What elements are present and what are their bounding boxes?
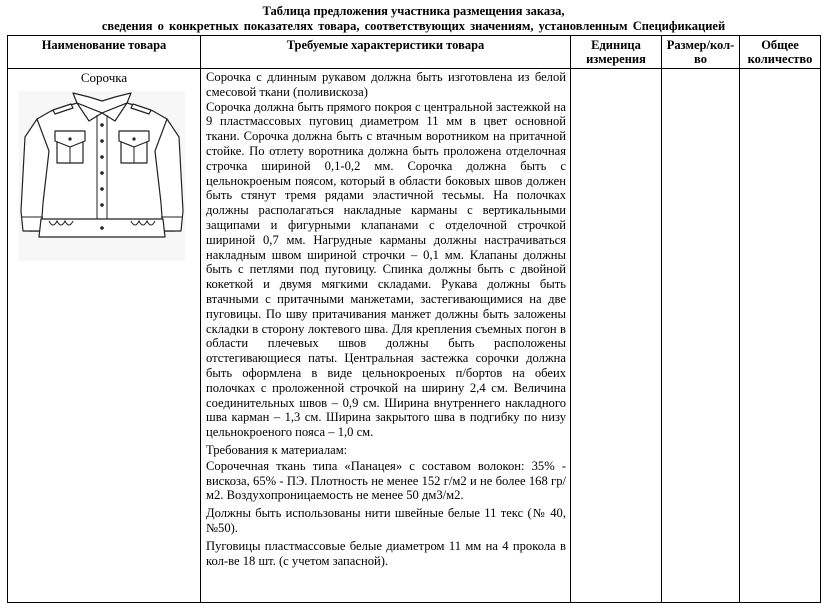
table-header-row — [8, 36, 821, 69]
column-header-requirements: Требуемые характеристики товара — [201, 36, 571, 69]
thread-requirements: Должны быть использованы нити швейные белые 11 текс (№ 40, №50). — [206, 506, 566, 535]
product-name-cell — [8, 69, 201, 603]
column-header-name: Наименование товара — [8, 36, 201, 69]
column-header-total-qty: Общее количество — [740, 36, 821, 69]
requirements-description: Сорочка должна быть прямого покроя с центральной застежкой на 9 пластмассовых пуговиц диаметром 11 мм в цвет основной ткани. Сорочка должна быть с втачным воротником на притачной стойке. По отлету воротника должна быть проложена отделочная строчка шириной 0,1-0,2 мм. Сорочка должна быть с цельнокроеным поясом, который в области боковых швов должен быть стянут тремя рядами эластичной тесьмы. На полочках должны располагаться накладные карманы с вертикальными защипами и фигурными клапанами с отделочной строчкой шириной 0,7 мм. Нагрудные карманы должны настрачиваться накладным швом шириной строчки – 0,1 мм. Клапаны должны быть с петлями под пуговицу. Спинка должны быть с двойной кокеткой и двумя мягкими складами. Рукава должны быть втачными с притачными манжетами, застегивающимися на две пуговицы. По шву притачивания манжет должны быть заложены складки в сторону локтевого шва. Для крепления съемных погон в области плечевых швов должны быть расположены отстегивающиеся паты. Центральная застежка сорочки должна быть оформлена в виде цельнокроеных п/бортов на обеих полочках с проложенной строчкой на ширину 2,4 см. Величина соединительных швов – 0,9 см. Ширина внутреннего накладного шва карман – 1,3 см. Ширина закрытого шва в подгибку по низу цельнокроеного пояса – 1,0 см. — [206, 99, 566, 440]
product-name: Сорочка — [80, 70, 128, 85]
column-header-unit: Единица измерения — [571, 36, 662, 69]
document-title-line-1: Таблица предложения участника размещения заказа, — [262, 4, 565, 18]
shirt-icon — [19, 91, 185, 261]
fabric-requirements: Сорочечная ткань типа «Панацея» с составом волокон: 35% - вискоза, 65% - ПЭ. Плотность не менее 152 г/м2 и не более 168 гр/м2. Воздухопроницаемость не менее 50 дм3/м2. — [206, 458, 566, 503]
materials-heading: Требования к материалам: — [206, 442, 348, 457]
requirements-cell — [201, 69, 571, 603]
column-header-size-qty: Размер/кол-во — [662, 36, 740, 69]
unit-cell — [571, 69, 662, 603]
shirt-illustration — [19, 91, 185, 261]
document-title-line-2: сведения о конкретных показателях товара, соответствующих значениям, установленным Спецификацией — [101, 19, 726, 33]
button-requirements: Пуговицы пластмассовые белые диаметром 11 мм на 4 прокола в кол-ве 18 шт. (с учетом запасной). — [206, 538, 566, 568]
size-qty-cell — [662, 69, 740, 603]
specification-table — [7, 35, 821, 603]
total-qty-cell — [740, 69, 821, 603]
requirements-intro: Сорочка с длинным рукавом должна быть изготовлена из белой смесовой ткани (поливискоза) — [206, 70, 566, 99]
table-row — [8, 69, 821, 603]
